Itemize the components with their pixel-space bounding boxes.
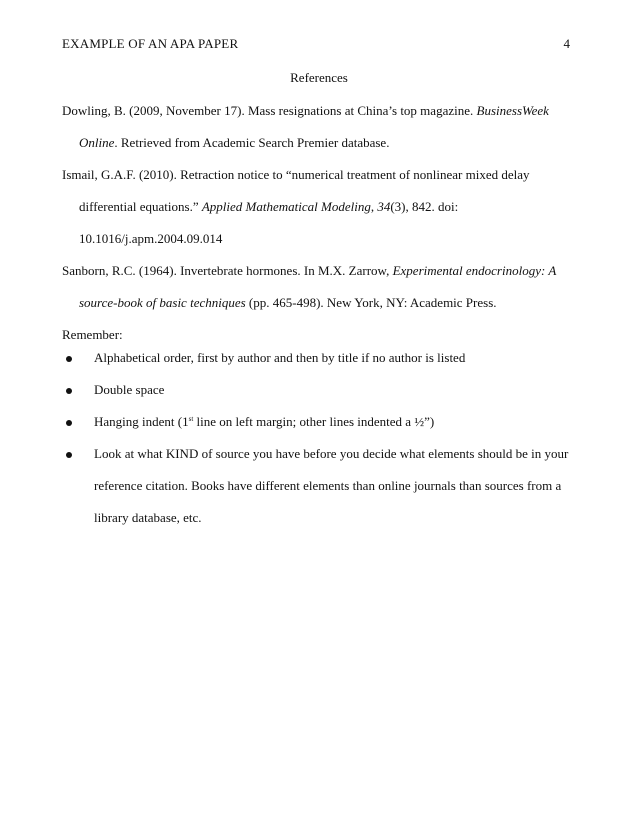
- reference-2-line-2: [79, 199, 458, 215]
- bullet-1-dot: [66, 356, 72, 362]
- reference-1-line-2: [79, 135, 389, 151]
- reference-2-volume: 34: [377, 199, 391, 214]
- reference-3-book-title-cont: source-book of basic techniques: [79, 295, 246, 310]
- reference-1-text: Dowling, B. (2009, November 17). Mass resignations at China’s top magazine.: [62, 103, 477, 118]
- bullet-2-text: Double space: [94, 382, 165, 397]
- reference-1-retrieval: . Retrieved from Academic Search Premier database.: [114, 135, 390, 150]
- reference-3-text: Sanborn, R.C. (1964). Invertebrate hormones. In M.X. Zarrow,: [62, 263, 393, 278]
- bullet-4-line-2: reference citation. Books have different elements than online journals than sources from a: [94, 478, 562, 493]
- reference-2-line-3: 10.1016/j.apm.2004.09.014: [79, 231, 223, 246]
- bullet-3-text: [94, 414, 434, 430]
- reference-2-text: differential equations.”: [79, 199, 202, 214]
- reference-2-pages: (3), 842. doi:: [390, 199, 459, 214]
- bullet-3-sup: st: [188, 415, 194, 423]
- reference-2-sep: ,: [370, 199, 378, 214]
- section-title: References: [290, 70, 348, 85]
- page-number: 4: [563, 36, 570, 51]
- reference-2-journal: Applied Mathematical Modeling: [201, 199, 371, 214]
- reference-3-publisher: (pp. 465-498). New York, NY: Academic Press.: [245, 295, 497, 310]
- bullet-3-text-a: Hanging indent (1: [94, 414, 189, 429]
- reference-1-line-1: [62, 103, 549, 119]
- bullet-3-dot: [66, 420, 72, 426]
- remember-label: Remember:: [62, 327, 123, 342]
- reference-1-source: BusinessWeek: [476, 103, 549, 118]
- bullet-1-text: Alphabetical order, first by author and then by title if no author is listed: [94, 350, 466, 365]
- reference-2-line-1: Ismail, G.A.F. (2010). Retraction notice to “numerical treatment of nonlinear mixed delay: [62, 167, 530, 182]
- bullet-4-dot: [66, 452, 72, 458]
- reference-3-book-title: Experimental endocrinology: A: [392, 263, 557, 278]
- running-head: EXAMPLE OF AN APA PAPER: [62, 36, 239, 51]
- reference-3-line-2: [79, 295, 497, 311]
- bullet-3-text-b: line on left margin; other lines indented a ½”): [193, 414, 435, 429]
- bullet-4-line-3: library database, etc.: [94, 510, 202, 525]
- reference-1-source-cont: Online: [79, 135, 115, 150]
- bullet-4-line-1: Look at what KIND of source you have before you decide what elements should be in your: [94, 446, 569, 461]
- bullet-2-dot: [66, 388, 72, 394]
- reference-3-line-1: [62, 263, 556, 279]
